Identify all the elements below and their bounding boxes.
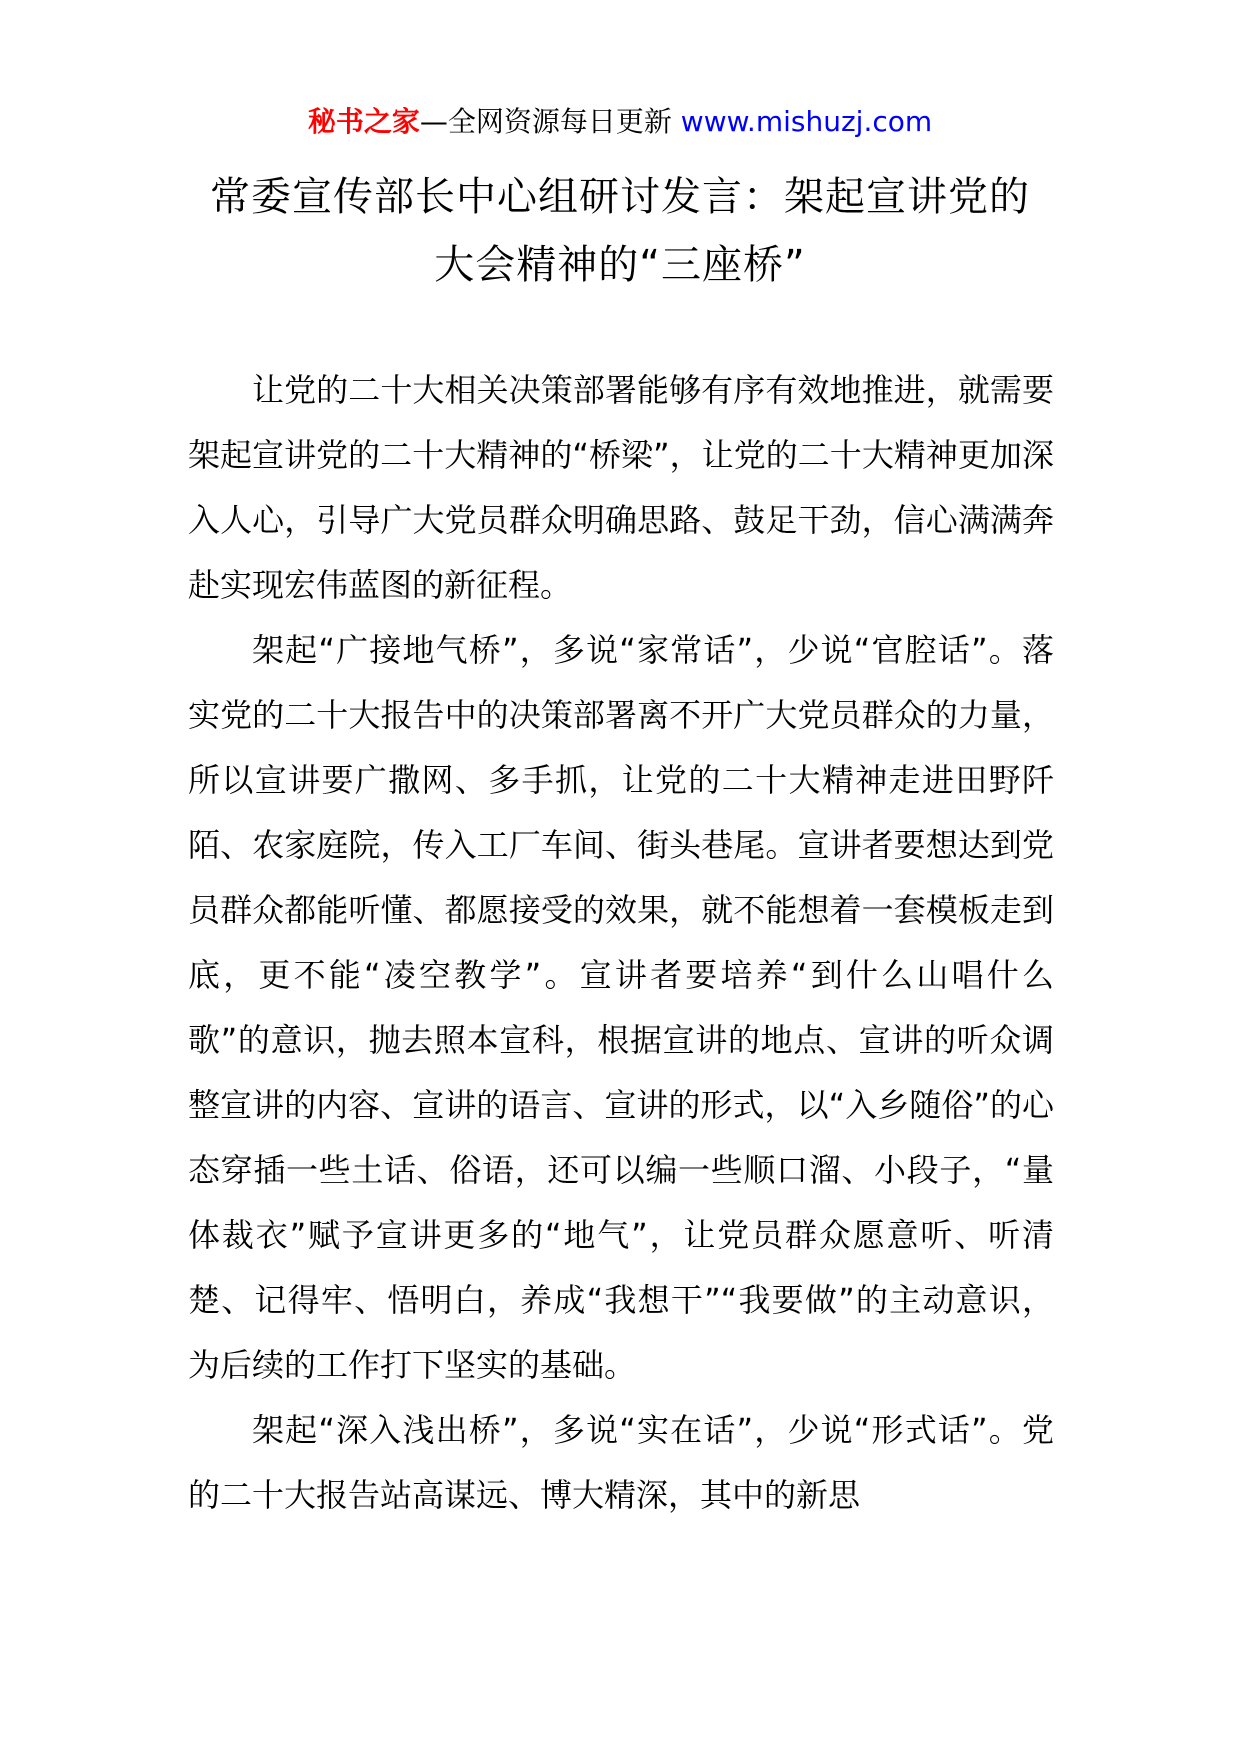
- site-url-link[interactable]: www.mishuzj.com: [680, 105, 933, 138]
- title-line-2: 大会精神的“三座桥”: [434, 242, 806, 288]
- document-body: [188, 358, 1054, 1528]
- paragraph-bridge-2: 架起“深入浅出桥”，多说“实在话”，少说“形式话”。党的二十大报告站高谋远、博大精深，其中的新思: [188, 1411, 1054, 1514]
- paragraph-bridge-1: 架起“广接地气桥”，多说“家常话”，少说“官腔话”。落实党的二十大报告中的决策部署离不开广大党员群众的力量，所以宣讲要广撒网、多手抓，让党的二十大精神走进田野阡陌、农家庭院，传入工厂车间、街头巷尾。宣讲者要想达到党员群众都能听懂、都愿接受的效果，就不能想着一套模板走到底，更不能“凌空教学”。宣讲者要培养“到什么山唱什么歌”的意识，抛去照本宣科，根据宣讲的地点、宣讲的听众调整宣讲的内容、宣讲的语言、宣讲的形式，以“入乡随俗”的心态穿插一些土话、俗语，还可以编一些顺口溜、小段子，“量体裁衣”赋予宣讲更多的“地气”，让党员群众愿意听、听清楚、记得牢、悟明白，养成“我想干”“我要做”的主动意识，为后续的工作打下坚实的基础。: [188, 631, 1054, 1384]
- document-title: [0, 163, 1240, 299]
- title-line-1: 常委宣传部长中心组研讨发言：架起宣讲党的: [210, 174, 1030, 220]
- site-slogan: —全网资源每日更新: [419, 105, 672, 138]
- paragraph-intro: 让党的二十大相关决策部署能够有序有效地推进，就需要架起宣讲党的二十大精神的“桥梁”，让党的二十大精神更加深入人心，引导广大党员群众明确思路、鼓足干劲，信心满满奔赴实现宏伟蓝图的新征程。: [188, 371, 1054, 604]
- brand-name: 秘书之家: [307, 105, 420, 138]
- site-header: [0, 102, 1240, 142]
